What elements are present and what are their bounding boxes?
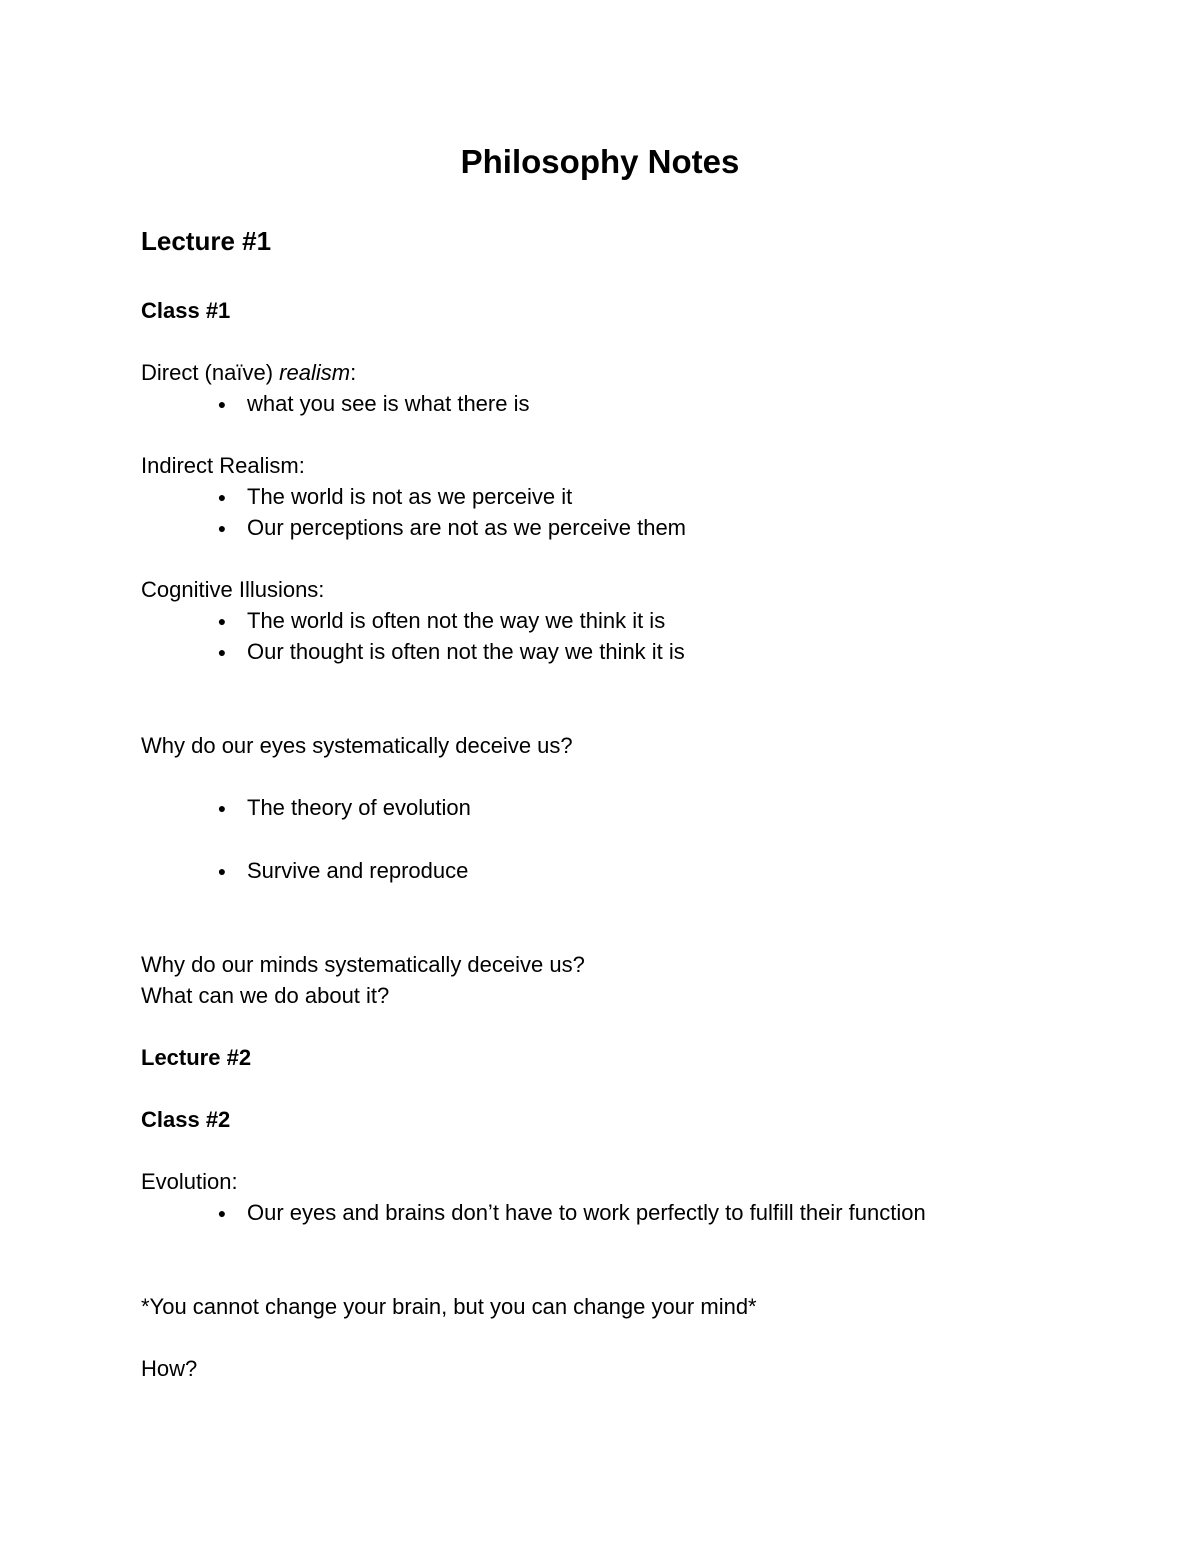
lecture-1-heading: Lecture #1	[141, 226, 272, 256]
minds-question: Why do our minds systematically deceive us?	[141, 952, 585, 977]
bullet-icon: ●	[217, 396, 227, 412]
bullet-icon: ●	[217, 520, 227, 536]
direct-realism-label-suffix: :	[350, 360, 357, 385]
class-2-heading: Class #2	[141, 1107, 231, 1132]
bullet-icon: ●	[217, 800, 227, 816]
cognitive-illusions-label: Cognitive Illusions:	[141, 577, 325, 602]
direct-realism-label-prefix: Direct (naïve)	[141, 360, 280, 385]
lecture-2-heading: Lecture #2	[141, 1045, 252, 1070]
bullet-icon: ●	[217, 644, 227, 660]
bullet-icon: ●	[217, 863, 227, 879]
list-item-text: Our eyes and brains don’t have to work perfectly to fulfill their function	[247, 1200, 926, 1225]
list-item-text: The world is often not the way we think it is	[247, 608, 666, 633]
indirect-realism-label: Indirect Realism:	[141, 453, 305, 478]
bullet-icon: ●	[217, 1205, 227, 1221]
list-item-text: The world is not as we perceive it	[247, 484, 573, 509]
how-question: How?	[141, 1356, 198, 1381]
list-item-text: Our thought is often not the way we think it is	[247, 639, 685, 664]
list-item-text: what you see is what there is	[247, 391, 530, 416]
evolution-label: Evolution:	[141, 1169, 238, 1194]
what-question: What can we do about it?	[141, 983, 390, 1008]
direct-realism-label-italic: realism	[279, 360, 351, 385]
eyes-question: Why do our eyes systematically deceive us?	[141, 733, 573, 758]
bullet-icon: ●	[217, 489, 227, 505]
document-title: Philosophy Notes	[460, 143, 740, 180]
class-1-heading: Class #1	[141, 298, 231, 323]
direct-realism-label	[141, 360, 356, 386]
list-item-text: The theory of evolution	[247, 795, 471, 820]
list-item-text: Survive and reproduce	[247, 858, 469, 883]
quote-line: *You cannot change your brain, but you can change your mind*	[141, 1294, 757, 1319]
bullet-icon: ●	[217, 613, 227, 629]
list-item-text: Our perceptions are not as we perceive them	[247, 515, 687, 540]
